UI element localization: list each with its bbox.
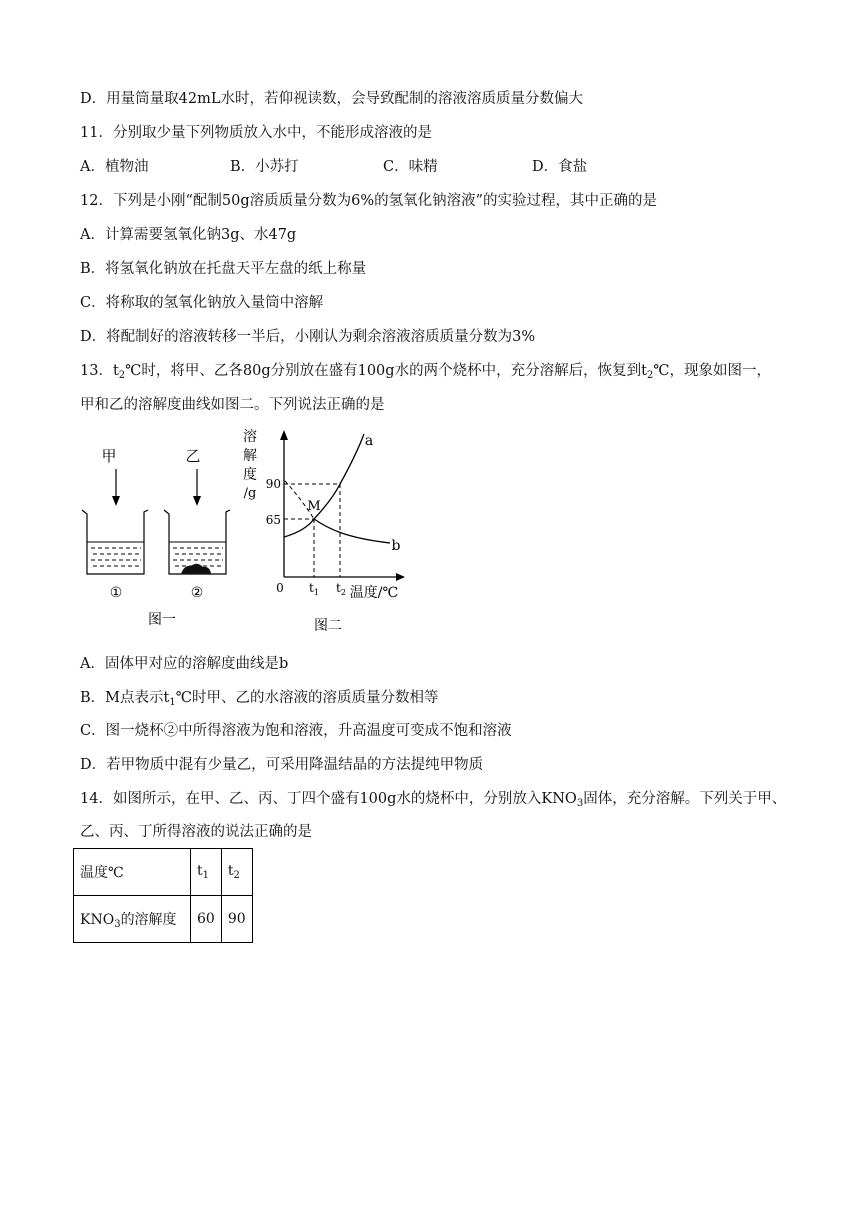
- table-cell-solubility-header: [74, 896, 191, 943]
- table-cell-t2-sub: 2: [233, 870, 240, 881]
- y-axis-arrow: [280, 430, 288, 440]
- beaker-2: [164, 510, 230, 574]
- x-axis-label: 温度/℃: [349, 585, 399, 601]
- y-tick-65: 65: [265, 513, 281, 527]
- q13-figures: [78, 424, 418, 644]
- kno3-solubility-table: [73, 848, 253, 943]
- q13-option-b-end: ℃时甲、乙的水溶液的溶质质量分数相等: [175, 690, 439, 706]
- curve-a-label: a: [364, 433, 374, 449]
- q14-stem-sub: 3: [576, 798, 584, 809]
- arrow-jia-head: [112, 496, 120, 506]
- table-cell-solubility-t1: 60: [191, 896, 222, 943]
- x-tick-t1: [309, 581, 319, 597]
- q10-option-d: D．用量筒量取42mL水时，若仰视读数，会导致配制的溶液溶质质量分数偏大: [80, 91, 583, 107]
- x-tick-t2-t: t: [336, 581, 341, 595]
- x-axis-arrow: [396, 573, 405, 581]
- q11-stem: 11．分别取少量下列物质放入水中，不能形成溶液的是: [80, 125, 432, 141]
- table-cell-solubility-t2: 90: [221, 896, 252, 943]
- figure2-solubility-chart: [243, 428, 405, 634]
- x-tick-t1-sub: 1: [313, 588, 319, 597]
- q13-stem-sub2: 2: [646, 370, 654, 381]
- figure2-caption: 图二: [314, 618, 342, 634]
- q13-option-b: [80, 688, 438, 713]
- curve-a: [284, 434, 364, 537]
- figure1-label-yi: 乙: [185, 447, 201, 465]
- arrow-yi-head: [193, 496, 201, 506]
- undissolved-solid: [181, 564, 211, 574]
- q14-stem: [80, 789, 786, 814]
- table-row: [74, 896, 253, 943]
- q14-stem-pre: 14．如图所示，在甲、乙、丙、丁四个盛有100g水的烧杯中，分别放入KNO: [80, 791, 577, 807]
- table-cell-t1-t: t: [197, 863, 203, 879]
- ylabel-unit: /g: [243, 486, 257, 501]
- q13-option-b-pre: B．M点表示t: [80, 690, 170, 706]
- y-tick-90: 90: [265, 477, 281, 491]
- table-cell-t1-sub: 1: [202, 870, 210, 881]
- kno3-sub: 3: [114, 918, 121, 930]
- table-cell-t1: [191, 849, 222, 896]
- q13-stem-end: ℃，现象如图一，: [653, 363, 772, 379]
- curve-b-label: b: [391, 538, 401, 554]
- q12-option-b: B．将氢氧化钠放在托盘天平左盘的纸上称量: [80, 261, 367, 277]
- q13-stem-pre: 13．t: [80, 363, 119, 379]
- q12-option-d: D．将配制好的溶液转移一半后，小刚认为剩余溶液溶质质量分数为3%: [80, 329, 536, 345]
- q13-option-d: D．若甲物质中混有少量乙，可采用降温结晶的方法提纯甲物质: [80, 757, 484, 773]
- figure1-caption: 图一: [148, 612, 176, 628]
- q12-option-a: A．计算需要氢氧化钠3g、水47g: [80, 227, 297, 243]
- table-cell-t2-t: t: [227, 863, 234, 879]
- ylabel-char-3: 度: [243, 467, 257, 483]
- q13-stem: [80, 361, 771, 386]
- beaker-2-label: ②: [190, 585, 204, 601]
- curve-b: [314, 519, 390, 543]
- ylabel-char-2: 解: [243, 448, 257, 464]
- x-tick-t2: [336, 581, 346, 597]
- q14-stem-line2: 乙、丙、丁所得溶液的说法正确的是: [80, 824, 312, 840]
- q11-option-a: A．植物油: [80, 159, 149, 175]
- table-cell-t2: [221, 849, 252, 896]
- table-row: [74, 849, 253, 896]
- x-tick-t2-sub: 2: [340, 588, 346, 597]
- q11-option-d: D．食盐: [532, 159, 588, 175]
- beaker-1: [82, 510, 148, 574]
- figure1-beakers: [82, 447, 230, 628]
- kno3-text: KNO: [80, 911, 115, 928]
- q13-stem-sub: 2: [118, 370, 126, 381]
- beaker-1-label: ①: [109, 585, 123, 601]
- origin-label: 0: [276, 581, 284, 595]
- x-tick-t1-t: t: [309, 581, 314, 595]
- figure1-label-jia: 甲: [101, 447, 117, 465]
- q11-option-b: B．小苏打: [230, 159, 299, 175]
- q13-stem-mid: ℃时，将甲、乙各80g分别放在盛有100g水的两个烧杯中，充分溶解后，恢复到t: [125, 363, 647, 379]
- q12-option-c: C．将称取的氢氧化钠放入量筒中溶解: [80, 295, 324, 311]
- q13-stem-line2: 甲和乙的溶解度曲线如图二。下列说法正确的是: [80, 397, 385, 413]
- q12-stem: 12．下列是小刚“配制50g溶质质量分数为6%的氢氧化钠溶液”的实验过程，其中正确的是: [80, 193, 658, 209]
- q13-option-c: C．图一烧杯②中所得溶液为饱和溶液，升高温度可变成不饱和溶液: [80, 723, 512, 739]
- q13-option-a: A．固体甲对应的溶解度曲线是b: [80, 656, 289, 672]
- point-m-label: M: [307, 499, 321, 514]
- q14-stem-end: 固体，充分溶解。下列关于甲、: [583, 791, 787, 807]
- q11-option-c: C．味精: [383, 159, 438, 175]
- solubility-text: 的溶解度: [120, 911, 177, 928]
- q13-option-b-sub: 1: [169, 697, 176, 708]
- table-cell-temperature-header: 温度℃: [74, 849, 191, 896]
- ylabel-char-1: 溶: [243, 429, 257, 445]
